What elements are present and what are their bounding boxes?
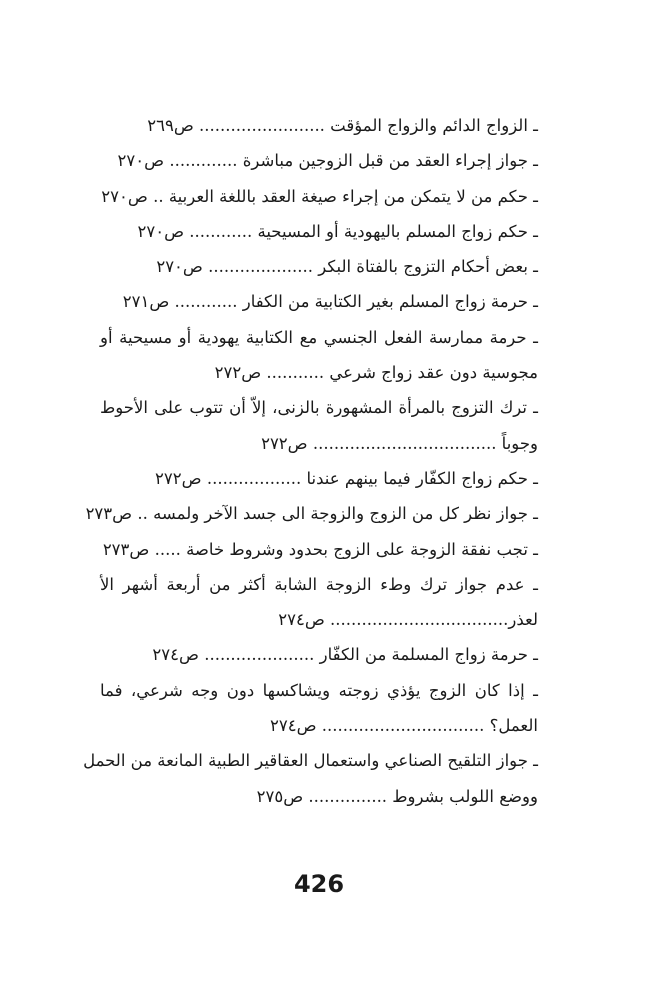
toc-entry-12-line-2: لعذر.................................. ص٢٧٤ [278,610,538,630]
toc-entry-12-line-1: ـ عدم جواز ترك وطء الزوجة الشابة أكثر من أربعة أشهر الأ [100,574,538,594]
toc-entry-2: ـ جواز إجراء العقد من قبل الزوجين مباشرة ............. ص٢٧٠ [117,151,538,171]
toc-entry-7-line-2: مجوسية دون عقد زواج شرعي ........... ص٢٧٢ [214,363,538,383]
toc-entry-9: ـ حكم زواج الكفّار فيما بينهم عندنا .................. ص٢٧٢ [155,468,538,488]
toc-entry-3: ـ حكم من لا يتمكن من إجراء صيغة العقد باللغة العربية .. ص٢٧٠ [101,186,538,206]
toc-entry-8-line-1: ـ ترك التزوج بالمرأة المشهورة بالزنى، إلاّ أن تتوب على الأحوط [100,398,538,418]
toc-entry-5: ـ بعض أحكام التزوج بالفتاة البكر .................... ص٢٧٠ [156,257,538,277]
toc-entry-4: ـ حكم زواج المسلم باليهودية أو المسيحية ............ ص٢٧٠ [137,221,538,241]
toc-entry-10: ـ جواز نظر كل من الزوج والزوجة الى جسد الآخر ولمسه .. ص٢٧٣ [85,504,538,524]
toc-entry-8-line-2: وجوباً ................................... ص٢٧٢ [261,433,538,453]
book-page [83,116,538,898]
toc-entry-13: ـ حرمة زواج المسلمة من الكفّار ..................... ص٢٧٤ [152,645,538,665]
toc-entry-7-line-1: ـ حرمة ممارسة الفعل الجنسي مع الكتابية يهودية أو مسيحية أو [100,327,538,347]
toc-entry-14-line-2: العمل؟ ............................... ص٢٧٤ [270,716,538,736]
toc-entry-1: ـ الزواج الدائم والزواج المؤقت ........................ ص٢٦٩ [147,116,538,135]
toc-entry-14-line-1: ـ إذا كان الزوج يؤذي زوجته ويشاكسها دون وجه شرعي، فما [100,680,538,700]
table-of-contents [83,116,538,807]
toc-entry-6: ـ حرمة زواج المسلم بغير الكتابية من الكفار ............ ص٢٧١ [122,292,538,312]
toc-entry-11: ـ تجب نفقة الزوجة على الزوج بحدود وشروط خاصة ..... ص٢٧٣ [102,539,538,559]
page-number: 426 [293,870,345,898]
toc-entry-15-line-1: ـ جواز التلقيح الصناعي واستعمال العقاقير الطبية المانعة من الحمل [83,751,538,771]
toc-entry-15-line-2: ووضع اللولب بشروط ............... ص٢٧٥ [256,786,538,806]
